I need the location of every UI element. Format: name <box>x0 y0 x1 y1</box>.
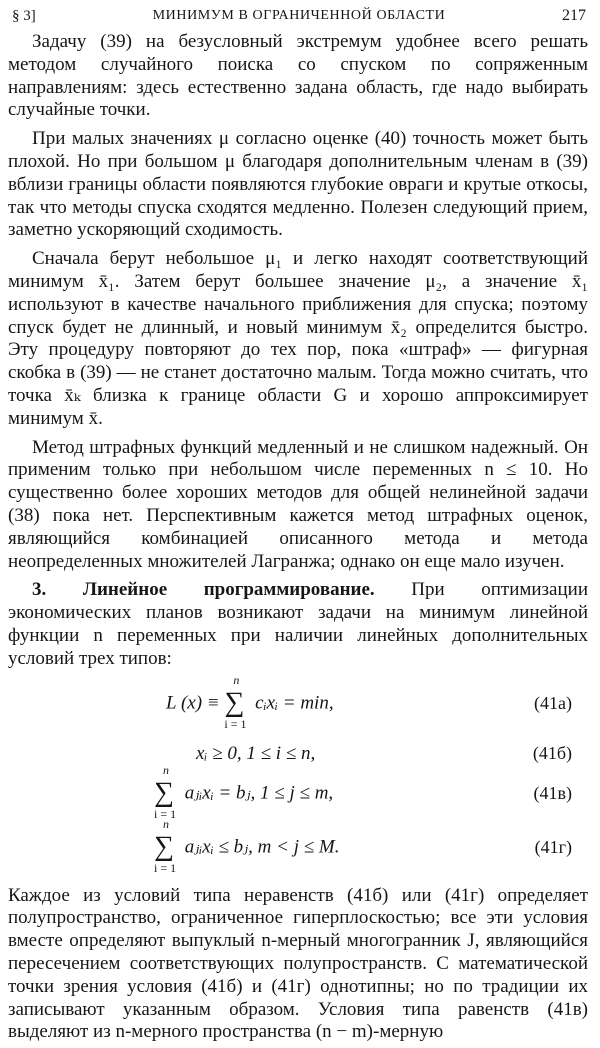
section-marker: § 3] <box>12 8 36 24</box>
closing-paragraph: Каждое из условий типа неравенств (41б) или (41г) определяет полупространство, ограниченное гиперплоскостью; все эти условия вместе определяют выпуклый n-мерный многогранник J, являющийся пересечением соответствующих полупространств. С математической точки зрения условия (41б) и (41г) однотипны; но по традиции их записывают указанным образом. Условия типа равенств (41в) выделяют из n-мерного пространства (n − m)-мерную <box>8 884 588 1043</box>
equation-rhs: cᵢxᵢ = min, <box>255 691 334 713</box>
paragraph-2: При малых значениях μ согласно оценке (40) точность может быть плохой. Но при большом μ благодаря дополнительным членам в (39) вблизи границы области появляются глубокие овраги и крутые откосы, так что методы спуска сходятся медленно. Полезен следующий прием, заметно ускоряющий сходимость. <box>8 128 588 241</box>
sum-lower-limit: i = 1 <box>154 860 177 875</box>
equation-number: (41г) <box>534 836 572 857</box>
sum-upper-limit: n <box>163 816 169 831</box>
equation-block <box>8 672 588 877</box>
sum-lower-limit: i = 1 <box>154 806 177 821</box>
equation-rhs: aⱼᵢxᵢ ≤ bⱼ, m < j ≤ M. <box>184 835 340 857</box>
equation-rhs: aⱼᵢxᵢ = bⱼ, 1 ≤ j ≤ m, <box>184 781 334 803</box>
section-3-text: При оптимизации экономических планов возникают задачи на минимум линейной функции n переменных при наличии линейных дополнительных условий трех типов: <box>8 579 588 669</box>
equation-number: (41в) <box>533 782 572 803</box>
sum-lower-limit: i = 1 <box>224 716 247 731</box>
equation-number: (41б) <box>532 742 572 763</box>
summation-sign: ∑ n i = 1 <box>154 762 177 821</box>
page-number: 217 <box>562 7 586 24</box>
equation-rhs: xᵢ ≥ 0, 1 ≤ i ≤ n, <box>196 742 316 764</box>
running-title: МИНИМУМ В ОГРАНИЧЕННОЙ ОБЛАСТИ <box>152 8 446 23</box>
equation-number: (41а) <box>534 692 572 713</box>
paragraph-1: Задачу (39) на безусловный экстремум удобнее всего решать методом случайного поиска со спуском по сопряженным направлениям: здесь естественно задана область, где надо выбирать случайные точки. <box>8 31 588 121</box>
section-3-paragraph <box>8 579 588 670</box>
section-heading: 3. Линейное программирование. <box>32 579 375 601</box>
summation-sign: ∑ n i = 1 <box>154 816 177 875</box>
paragraph-3: Сначала берут небольшое μ₁ и легко находят соответствующий минимум x̄₁. Затем берут большее значение μ₂, а значение x̄₁ используют в качестве начального приближения для спуска; поэтому спуск будет не длинный, и новый минимум x̄₂ определится быстро. Эту процедуру повторяют до тех пор, пока «штраф» — фигурная скобка в (39) — не станет достаточно малым. Тогда можно считать, что точка x̄ₖ близка к границе области G и хорошо аппроксимирует минимум x̄. <box>8 248 588 429</box>
running-header <box>12 6 586 26</box>
summation-sign: ∑ n i = 1 <box>224 672 247 731</box>
sum-upper-limit: n <box>233 672 240 687</box>
page-body <box>8 31 588 1048</box>
equation-lhs: L (x) ≡ <box>166 691 220 713</box>
paragraph-4: Метод штрафных функций медленный и не слишком надежный. Он применим только при небольшом числе переменных n ≤ 10. Но существенно более хороших методов для общей нелинейной задачи (38) пока нет. Перспективным кажется метод штрафных оценок, являющийся комбинацией описанного метода и метода неопределенных множителей Лагранжа; однако он еще мало изучен. <box>8 436 588 572</box>
sum-upper-limit: n <box>163 762 169 777</box>
